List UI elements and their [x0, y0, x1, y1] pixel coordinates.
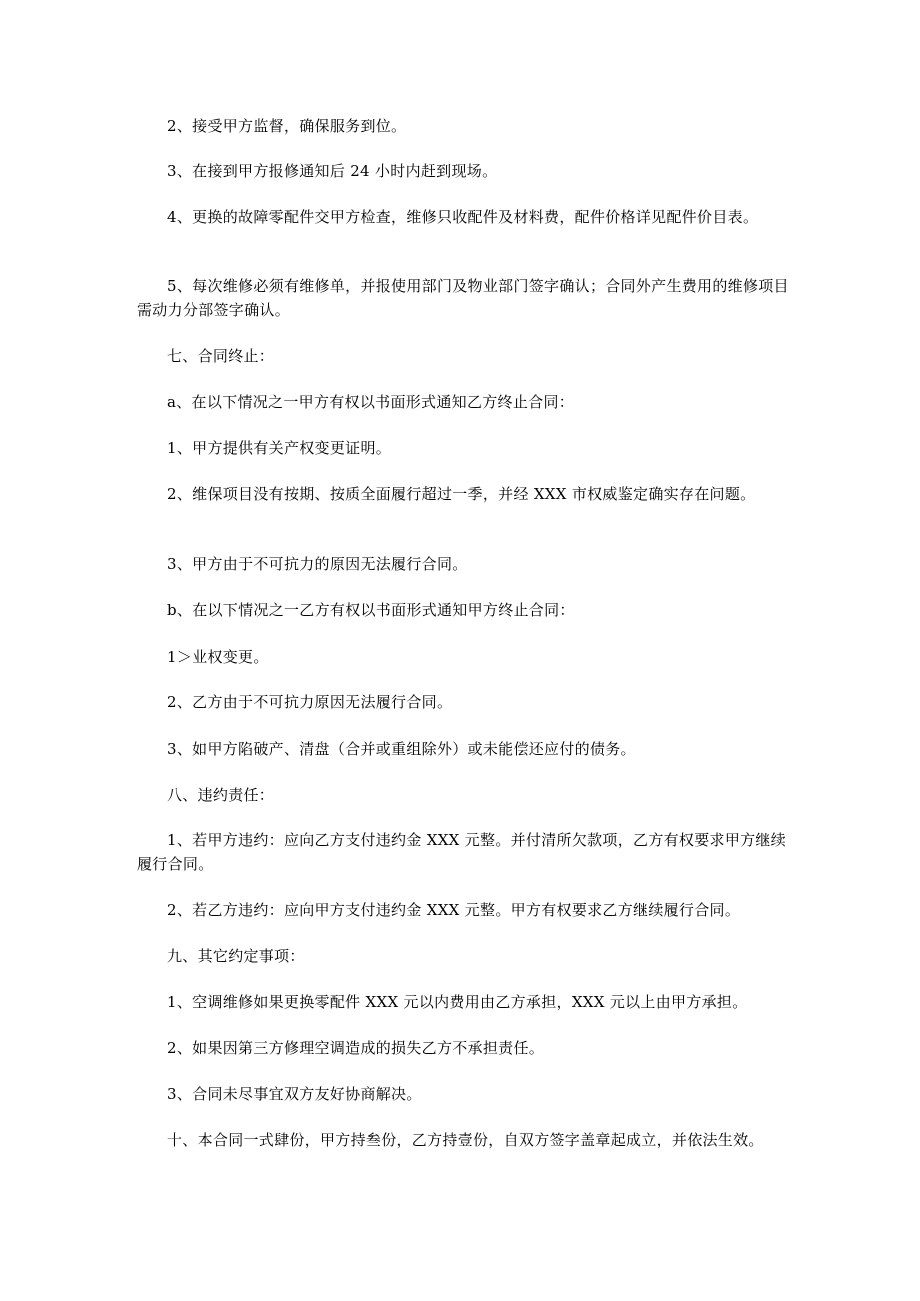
paragraph-repair-order: 5、每次维修必须有维修单，并报使用部门及物业部门签字确认；合同外产生费用的维修项目需动力分部签字确认。 [137, 277, 789, 319]
paragraph-ownership-change: 1＞业权变更。 [167, 648, 269, 666]
paragraph-negotiation: 3、合同未尽事宜双方友好协商解决。 [167, 1085, 422, 1103]
paragraph-parts-replacement: 4、更换的故障零配件交甲方检查，维修只收配件及材料费，配件价格详见配件价目表。 [167, 208, 759, 226]
paragraph-property-change: 1、甲方提供有关产权变更证明。 [167, 439, 392, 457]
paragraph-response-time: 3、在接到甲方报修通知后 24 小时内赶到现场。 [167, 162, 498, 180]
paragraph-parts-cost: 1、空调维修如果更换零配件 XXX 元以内费用由乙方承担，XXX 元以上由甲方承担。 [167, 993, 748, 1011]
paragraph-force-majeure-b: 2、乙方由于不可抗力原因无法履行合同。 [167, 693, 453, 711]
paragraph-termination-party-a: a、在以下情况之一甲方有权以书面形式通知乙方终止合同： [167, 393, 575, 411]
paragraph-maintenance-failure: 2、维保项目没有按期、按质全面履行超过一季，并经 XXX 市权威鉴定确实存在问题。 [167, 485, 756, 503]
paragraph-breach-party-b: 2、若乙方违约：应向甲方支付违约金 XXX 元整。甲方有权要求乙方继续履行合同。 [167, 901, 741, 919]
section-heading-other-terms: 九、其它约定事项： [167, 947, 305, 965]
section-heading-breach: 八、违约责任： [167, 786, 275, 804]
paragraph-bankruptcy: 3、如甲方陷破产、清盘（合并或重组除外）或未能偿还应付的债务。 [167, 740, 636, 758]
section-heading-copies: 十、本合同一式肆份，甲方持叁份，乙方持壹份，自双方签字盖章起成立，并依法生效。 [167, 1131, 764, 1149]
paragraph-breach-party-a: 1、若甲方违约：应向乙方支付违约金 XXX 元整。并付清所欠款项，乙方有权要求甲方继续履行合同。 [137, 831, 787, 873]
paragraph-termination-party-b: b、在以下情况之一乙方有权以书面形式通知甲方终止合同： [167, 601, 575, 619]
section-heading-termination: 七、合同终止： [167, 347, 275, 365]
paragraph-third-party: 2、如果因第三方修理空调造成的损失乙方不承担责任。 [167, 1039, 545, 1057]
paragraph-service-supervision: 2、接受甲方监督，确保服务到位。 [167, 117, 407, 135]
paragraph-force-majeure-a: 3、甲方由于不可抗力的原因无法履行合同。 [167, 555, 468, 573]
